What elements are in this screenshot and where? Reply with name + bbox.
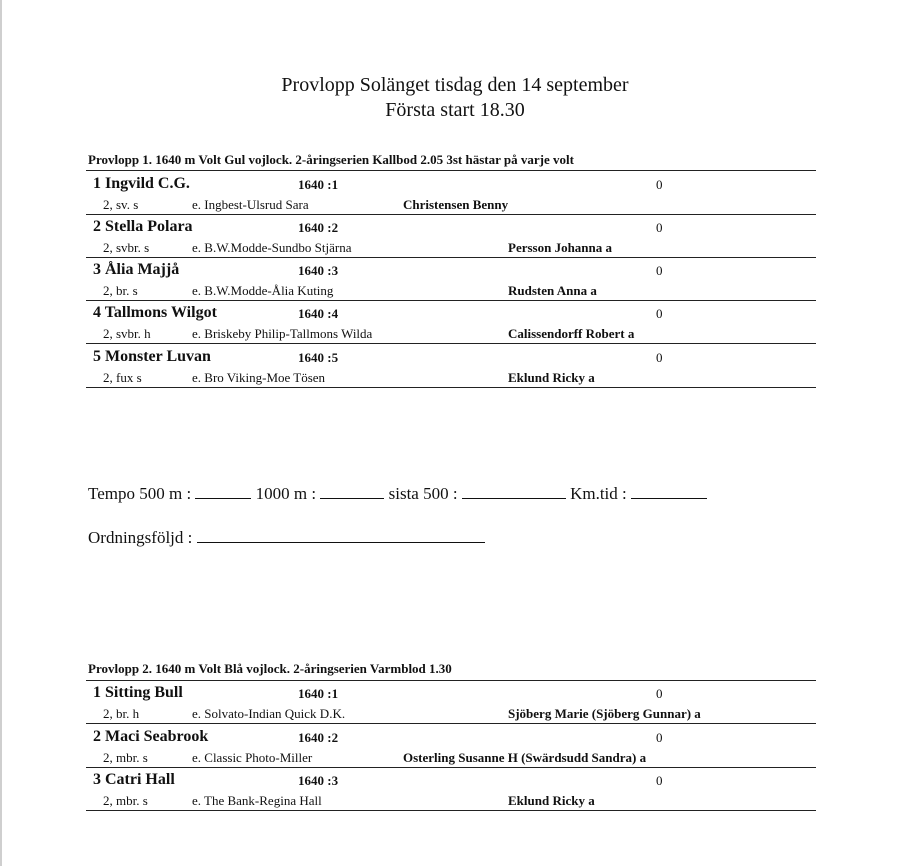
tempo-500-label: Tempo 500 m :	[88, 484, 192, 503]
horse-earnings: 0	[656, 350, 663, 365]
horse-name: 3 Ålia Majjå	[93, 261, 180, 278]
km-time-field[interactable]	[631, 481, 707, 499]
horse-earnings: 0	[656, 730, 663, 745]
order-field[interactable]	[197, 525, 485, 543]
horse-name: 1 Sitting Bull	[93, 684, 183, 701]
tempo-500-field[interactable]	[195, 481, 251, 499]
race-2-horse-2	[86, 725, 816, 768]
horse-earnings: 0	[656, 686, 663, 701]
horse-pedigree: e. Ingbest-Ulsrud Sara	[192, 197, 309, 212]
horse-info: 2, mbr. s	[103, 750, 148, 765]
horse-distance: 1640 :5	[298, 350, 339, 365]
horse-name: 5 Monster Luvan	[93, 348, 211, 365]
start-time: Första start 18.30	[385, 99, 525, 121]
horse-info: 2, br. s	[103, 283, 138, 298]
horse-distance: 1640 :2	[298, 220, 339, 235]
horse-driver: Calissendorff Robert a	[508, 326, 635, 341]
horse-name: 3 Catri Hall	[93, 771, 175, 788]
horse-info: 2, br. h	[103, 706, 140, 721]
horse-driver: Eklund Ricky a	[508, 370, 595, 385]
race-2-horse-1	[86, 681, 816, 724]
page-edge	[0, 0, 2, 866]
horse-earnings: 0	[656, 306, 663, 321]
order-label: Ordningsföljd :	[88, 528, 193, 547]
race-1-horse-1	[86, 172, 816, 215]
horse-info: 2, mbr. s	[103, 793, 148, 808]
horse-distance: 1640 :2	[298, 730, 339, 745]
race-1-horse-3	[86, 258, 816, 301]
race-1-heading: Provlopp 1. 1640 m Volt Gul vojlock. 2-åringserien Kallbod 2.05 3st hästar på varje volt	[88, 152, 574, 167]
race-2-heading: Provlopp 2. 1640 m Volt Blå vojlock. 2-åringserien Varmblod 1.30	[88, 661, 452, 676]
horse-pedigree: e. Classic Photo-Miller	[192, 750, 313, 765]
horse-name: 1 Ingvild C.G.	[93, 175, 190, 192]
horse-distance: 1640 :1	[298, 177, 339, 192]
race-1-horse-5	[86, 345, 816, 388]
km-time-label: Km.tid :	[570, 484, 627, 503]
order-form	[88, 525, 485, 548]
horse-pedigree: e. Solvato-Indian Quick D.K.	[192, 706, 346, 721]
horse-earnings: 0	[656, 263, 663, 278]
race-1-heading-rule	[86, 170, 816, 171]
horse-driver: Osterling Susanne H (Swärdsudd Sandra) a	[403, 750, 647, 765]
race-1-horse-4	[86, 301, 816, 344]
horse-name: 4 Tallmons Wilgot	[93, 304, 217, 321]
horse-pedigree: e. B.W.Modde-Ålia Kuting	[192, 283, 334, 298]
tempo-last-500-field[interactable]	[462, 481, 566, 499]
horse-pedigree: e. B.W.Modde-Sundbo Stjärna	[192, 240, 352, 255]
horse-earnings: 0	[656, 220, 663, 235]
horse-info: 2, fux s	[103, 370, 142, 385]
tempo-form	[88, 481, 707, 504]
horse-driver: Rudsten Anna a	[508, 283, 597, 298]
tempo-1000-field[interactable]	[320, 481, 384, 499]
horse-info: 2, svbr. h	[103, 326, 151, 341]
horse-earnings: 0	[656, 177, 663, 192]
tempo-1000-label: 1000 m :	[255, 484, 317, 503]
horse-driver: Sjöberg Marie (Sjöberg Gunnar) a	[508, 706, 701, 721]
horse-distance: 1640 :3	[298, 263, 339, 278]
horse-pedigree: e. The Bank-Regina Hall	[192, 793, 322, 808]
horse-distance: 1640 :4	[298, 306, 339, 321]
tempo-last-500-label: sista 500 :	[388, 484, 458, 503]
horse-driver: Christensen Benny	[403, 197, 509, 212]
horse-distance: 1640 :3	[298, 773, 339, 788]
page-title: Provlopp Solänget tisdag den 14 september	[281, 74, 629, 96]
horse-name: 2 Maci Seabrook	[93, 728, 209, 745]
horse-name: 2 Stella Polara	[93, 218, 193, 235]
horse-info: 2, svbr. s	[103, 240, 150, 255]
horse-pedigree: e. Briskeby Philip-Tallmons Wilda	[192, 326, 373, 341]
horse-driver: Persson Johanna a	[508, 240, 613, 255]
horse-info: 2, sv. s	[103, 197, 139, 212]
horse-driver: Eklund Ricky a	[508, 793, 595, 808]
horse-pedigree: e. Bro Viking-Moe Tösen	[192, 370, 326, 385]
race-1-horse-2	[86, 215, 816, 258]
horse-earnings: 0	[656, 773, 663, 788]
race-2-horse-3	[86, 768, 816, 811]
horse-distance: 1640 :1	[298, 686, 339, 701]
